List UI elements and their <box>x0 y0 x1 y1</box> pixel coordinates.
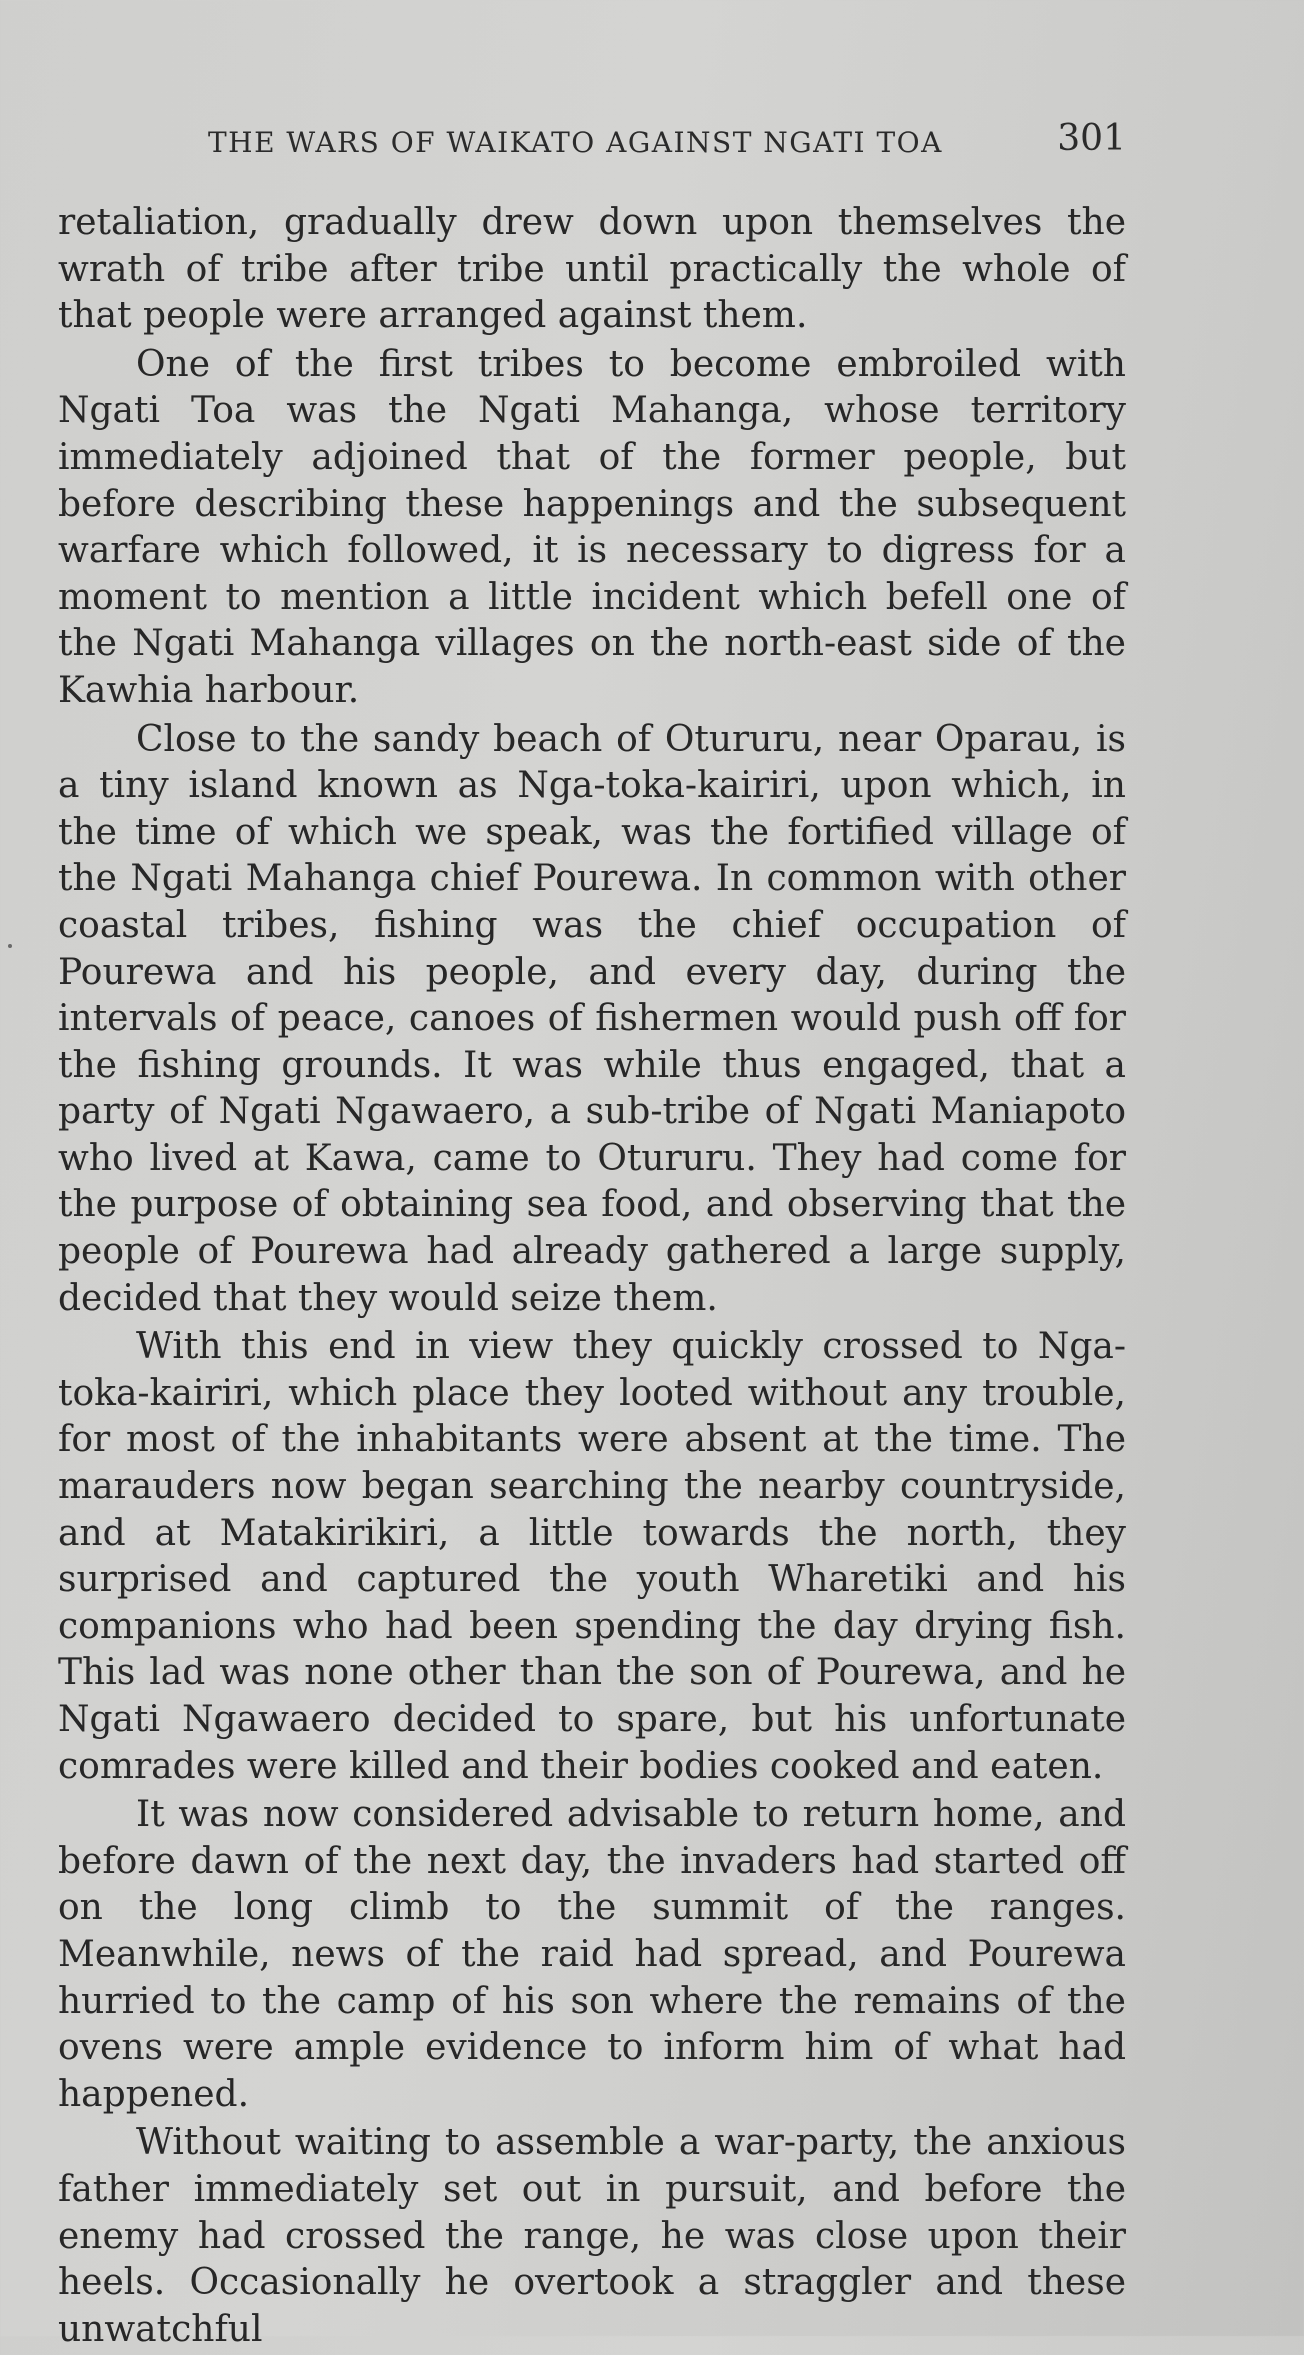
margin-speck <box>8 944 12 948</box>
page-number: 301 <box>1057 118 1126 159</box>
running-title: THE WARS OF WAIKATO AGAINST NGATI TOA <box>208 126 943 159</box>
paragraph-return-home: It was now considered advisable to return home, and before dawn of the next day, the invaders had started off on the long climb to the summit of the ranges. Meanwhile, news of the raid had spread, and Pourewa hurried to the camp of his son where the remains of the ovens were ample evidence to inform him of what had happened. <box>58 1794 1126 2115</box>
page-header <box>208 116 1126 166</box>
paragraph-pursuit: Without waiting to assemble a war-party, the anxious father immediately set out in pursuit, and before the enemy had crossed the range, he was close upon their heels. Occasionally he overtook a straggler and these unwatchful <box>58 2122 1126 2350</box>
body-text <box>58 200 1126 2355</box>
paragraph-nga-toka-kairiri: Close to the sandy beach of Otururu, near Oparau, is a tiny island known as Nga-toka-kairiri, upon which, in the time of which we speak, was the fortified village of the Ngati Mahanga chief Pourewa. In common with other coastal tribes, fishing was the chief occupation of Pourewa and his people, and every day, during the intervals of peace, canoes of fishermen would push off for the fishing grounds. It was while thus engaged, that a party of Ngati Ngawaero, a sub-tribe of Ngati Maniapoto who lived at Kawa, came to Otururu. They had come for the purpose of obtaining sea food, and observing that the people of Pourewa had already gathered a large supply, decided that they would seize them. <box>58 718 1126 1319</box>
paragraph-continuation: retaliation, gradually drew down upon themselves the wrath of tribe after tribe until practically the whole of that people were arranged against them. <box>58 202 1126 337</box>
paragraph-marauders: With this end in view they quickly crossed to Nga-toka-kairiri, which place they looted without any trouble, for most of the inhabitants were absent at the time. The marauders now began searching the nearby countryside, and at Matakirikiri, a little towards the north, they surprised and captured the youth Wharetiki and his companions who had been spending the day drying fish. This lad was none other than the son of Pourewa, and he Ngati Ngawaero decided to spare, but his unfortunate comrades were killed and their bodies cooked and eaten. <box>58 1326 1126 1787</box>
paragraph-ngati-mahanga: One of the first tribes to become embroiled with Ngati Toa was the Ngati Mahanga, whose territory immediately adjoined that of the former people, but before describing these happenings and the subsequent warfare which followed, it is necessary to digress for a moment to mention a little incident which befell one of the Ngati Mahanga villages on the north-east side of the Kawhia harbour. <box>58 343 1126 711</box>
